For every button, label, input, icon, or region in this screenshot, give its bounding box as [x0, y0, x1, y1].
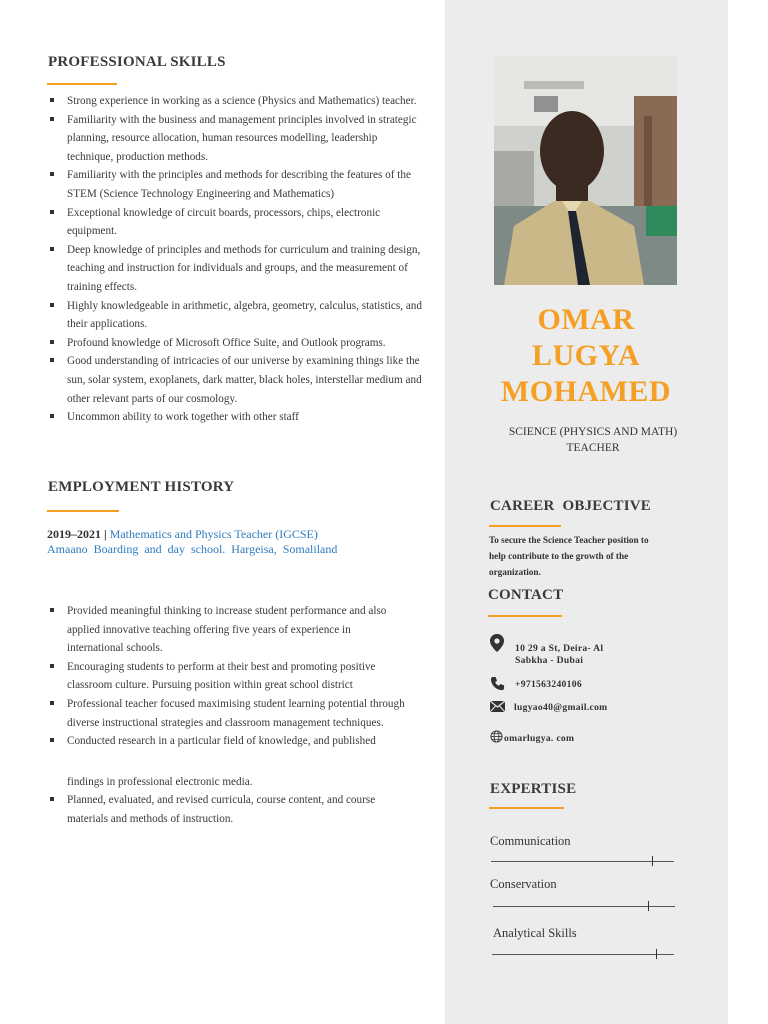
candidate-name	[486, 302, 686, 410]
employment-heading: EMPLOYMENT HISTORY	[48, 479, 235, 495]
expertise-bar	[492, 954, 674, 955]
name-line-first: OMAR	[537, 303, 635, 336]
expertise-level-marker	[652, 856, 653, 866]
role-line-1: SCIENCE (PHYSICS AND MATH)	[508, 426, 678, 438]
skills-list	[47, 92, 425, 427]
list-item: Uncommon ability to work together with other staff	[47, 408, 425, 427]
list-item: Encouraging students to perform at their best and promoting positive classroom culture. Pursuing position within great school district	[47, 658, 409, 695]
list-item: Strong experience in working as a science (Physics and Mathematics) teacher.	[47, 92, 425, 111]
contact-address	[490, 634, 603, 667]
employment-heading-rule	[47, 510, 119, 512]
list-item: Exceptional knowledge of circuit boards, processors, chips, electronic equipment.	[47, 204, 425, 241]
list-item-continuation: findings in professional electronic media.	[67, 775, 253, 788]
job-header	[47, 527, 318, 542]
envelope-icon	[490, 701, 510, 715]
profile-photo	[494, 56, 677, 285]
objective-heading: CAREER OBJECTIVE	[490, 498, 651, 514]
list-item: Deep knowledge of principles and methods for curriculum and training design, teaching and instruction for individuals and groups, and the measurement of training effects.	[47, 241, 425, 297]
skills-heading: PROFESSIONAL SKILLS	[48, 54, 226, 70]
website-url: omarlugya. com	[504, 733, 575, 744]
name-line-middle: LUGYA	[531, 339, 641, 372]
job-dates: 2019–2021 |	[47, 527, 107, 541]
contact-heading: CONTACT	[488, 587, 564, 603]
expertise-level-marker	[648, 901, 649, 911]
list-item: Familiarity with the principles and methods for describing the features of the STEM (Science Technology Engineering and Mathematics)	[47, 166, 425, 203]
expertise-label: Analytical Skills	[493, 926, 577, 940]
list-item: Professional teacher focused maximising student learning potential through diverse instructional strategies and classroom management techniques.	[47, 695, 409, 732]
phone-icon	[490, 676, 510, 694]
list-item: Familiarity with the business and management principles involved in strategic planning, resource allocation, human resources modelling, leadership technique, production methods.	[47, 111, 425, 167]
job-title: Mathematics and Physics Teacher (IGCSE)	[109, 527, 318, 541]
name-line-last: MOHAMED	[500, 375, 672, 408]
expertise-level-marker	[656, 949, 657, 959]
list-item: Good understanding of intricacies of our universe by examining things like the sun, solar system, exoplanets, dark matter, black holes, interstellar medium and other relevant parts of our cosmology.	[47, 352, 425, 408]
candidate-role	[495, 424, 691, 456]
expertise-heading: EXPERTISE	[490, 781, 577, 797]
objective-heading-rule	[489, 525, 561, 527]
contact-heading-rule	[488, 615, 562, 617]
contact-email	[490, 701, 607, 715]
contact-website	[490, 730, 574, 746]
employment-list	[47, 602, 409, 829]
contact-phone	[490, 676, 582, 694]
address-line-1: 10 29 a St, Deira- Al	[515, 643, 604, 654]
email-address: lugyao40@gmail.com	[514, 702, 608, 713]
address-line-2: Sabkha - Dubai	[515, 655, 584, 666]
list-item: Conducted research in a particular field of knowledge, and published	[47, 732, 409, 751]
list-item: Highly knowledgeable in arithmetic, algebra, geometry, calculus, statistics, and their applications.	[47, 297, 425, 334]
list-item: Provided meaningful thinking to increase student performance and also applied innovative teaching offering five years of experience in international schools.	[47, 602, 409, 658]
objective-text: To secure the Science Teacher position to help contribute to the growth of the organization.	[489, 535, 649, 577]
expertise-label: Conservation	[490, 877, 557, 891]
expertise-heading-rule	[489, 807, 564, 809]
list-item: Profound knowledge of Microsoft Office Suite, and Outlook programs.	[47, 334, 425, 353]
role-line-2: TEACHER	[566, 442, 620, 454]
skills-heading-rule	[47, 83, 117, 85]
expertise-label: Communication	[490, 834, 571, 848]
globe-icon	[490, 730, 504, 746]
phone-number: +971563240106	[515, 679, 582, 690]
job-school: Amaano Boarding and day school. Hargeisa, Somaliland	[47, 542, 338, 556]
location-pin-icon	[490, 634, 510, 655]
list-item: Planned, evaluated, and revised curricula, course content, and course materials and methods of instruction.	[47, 791, 409, 828]
expertise-bar	[491, 861, 674, 862]
